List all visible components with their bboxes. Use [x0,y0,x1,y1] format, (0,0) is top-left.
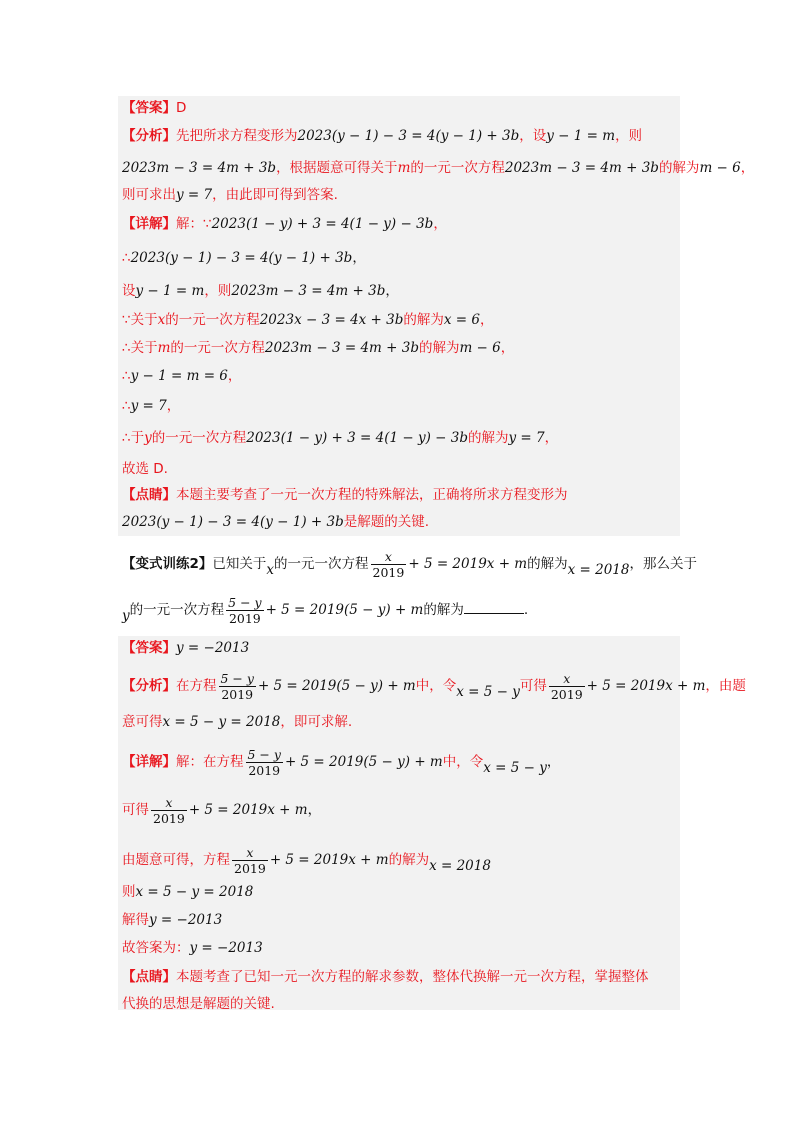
fraction-numerator: x [384,548,392,564]
detail-label: 【详解】 [122,216,176,232]
fraction-denominator: 2019 [234,860,266,876]
detail2-line-1 [122,744,560,786]
question-text: . [523,602,529,618]
equation: m − 6 [459,340,501,356]
fraction [232,845,268,876]
equation: 2023(y − 1) − 3 = 4(y − 1) + 3b [122,514,344,530]
detail-text: ， [433,216,447,232]
detail-line-1 [122,214,447,234]
detail-line-4 [122,310,494,330]
detail2-line-2 [122,792,321,828]
analysis-text: ，根据题意可得关于 [276,160,398,176]
fraction [371,549,407,580]
equation: x = 2018 [567,562,630,578]
detail-text: ， [385,283,399,299]
question-text: 已知关于 [212,556,267,572]
analysis-line-1 [122,126,642,146]
detail-line-9 [122,459,168,479]
answer-blank [464,601,524,614]
analysis-text: 可得 [519,678,547,694]
detail-text: ，则 [204,283,232,299]
detail-text: ， [166,398,181,414]
detail2-line-3 [122,842,491,884]
variable: m [397,160,411,176]
fraction-numerator: x [246,844,254,860]
fraction-numerator: 5 − y [220,670,254,686]
answer-line-2 [122,638,249,658]
fraction-numerator: x [563,670,571,686]
equation: x = 5 − y [483,760,547,776]
detail2-line-6 [122,938,263,958]
variable: x [266,562,275,578]
analysis-text: 中，令 [415,678,457,694]
equation: y − 1 = m [546,128,616,144]
comment-text: 代换的思想是解题的关键. [122,996,275,1012]
analysis-text: 则可求出 [122,187,176,203]
detail-text: ， [500,340,515,356]
question-text: 的解为 [527,556,568,572]
detail2-line-5 [122,910,222,930]
analysis-label: 【分析】 [122,128,176,144]
analysis-text: 先把所求方程变形为 [176,128,298,144]
equation: x = 5 − y = 2018 [135,884,254,900]
question-text: 的解为 [423,602,464,618]
detail-text: ， [544,430,559,446]
detail-label: 【详解】 [122,754,176,770]
equation: 2023(y − 1) − 3 = 4(y − 1) + 3b [130,250,353,266]
fraction [226,595,263,626]
fraction-numerator: x [165,794,173,810]
analysis-label: 【分析】 [122,678,176,694]
equation: + 5 = 2019x + m [269,852,389,868]
equation: 2023x − 3 = 4x + 3b [259,312,404,328]
question-line-2 [122,594,528,632]
fraction [151,795,187,826]
fraction-denominator: 2019 [246,762,283,778]
comment-label: 【点睛】 [122,969,176,985]
equation: y = −2013 [176,640,250,656]
equation: 2023(1 − y) + 3 = 4(1 − y) − 3b [211,216,434,232]
detail-text: 故选 D. [122,461,168,477]
equation: 2023(y − 1) − 3 = 4(y − 1) + 3b [297,128,520,144]
equation: 2023m − 3 = 4m + 3b [504,160,659,176]
detail-line-5 [122,338,514,358]
detail-line-2 [122,248,366,268]
comment-line-1 [122,485,568,505]
analysis-text: ， [740,160,755,176]
equation: y = 7 [508,430,545,446]
detail-text: ， [546,754,561,770]
variable: x [157,312,166,328]
comment2-line-1 [122,967,649,987]
equation: + 5 = 2019x + m [188,802,308,818]
detail-text: ∴关于 [122,340,158,356]
equation: x = 2018 [429,858,491,874]
fraction [219,671,256,702]
question-line-1 [122,548,697,586]
equation: 2023m − 3 = 4m + 3b [231,283,386,299]
detail-text: 的解为 [467,430,509,446]
detail-text: 的解为 [388,852,430,868]
detail-text: 的一元一次方程 [170,340,265,356]
equation: 2023(1 − y) + 3 = 4(1 − y) − 3b [246,430,468,446]
fraction-denominator: 2019 [372,564,405,580]
detail-text: 解得 [122,912,149,928]
detail-text: 故答案为： [122,940,190,956]
detail-text: ∵关于 [122,312,158,328]
detail-text: 解：∵ [176,216,212,232]
detail-line-8 [122,428,558,448]
detail-text: ， [227,368,242,384]
detail-text: 的一元一次方程 [151,430,247,446]
equation: 2023m − 3 = 4m + 3b [122,160,277,176]
equation: + 5 = 2019(5 − y) + m [284,754,443,770]
answer-value: D [176,100,187,116]
detail-line-6 [122,366,241,386]
equation: + 5 = 2019x + m [408,556,528,572]
equation: m − 6 [699,160,741,176]
fraction-numerator: 5 − y [228,594,262,610]
equation: x = 5 − y [456,684,520,700]
comment-text: 本题考查了已知一元一次方程的解求参数，整体代换解一元一次方程，掌握整体 [176,969,649,985]
analysis2-line-2 [122,712,352,732]
comment2-line-2 [122,994,275,1014]
variable: y [122,608,130,624]
detail-line-3 [122,281,399,301]
comment-text: 是解题的关键. [343,514,430,530]
answer-line-1 [122,98,186,118]
equation: + 5 = 2019x + m [586,678,706,694]
detail-text: 则 [122,884,136,900]
analysis2-line-1 [122,668,746,710]
analysis-text: 的一元一次方程 [410,160,505,176]
detail-text: 由题意可得，方程 [122,852,230,868]
detail-text: 的一元一次方程 [165,312,260,328]
analysis-text: ，即可求解. [280,714,353,730]
analysis-text: ，则 [615,128,643,144]
detail2-line-4 [122,882,253,902]
analysis-line-3 [122,185,338,205]
equation: y = −2013 [149,912,223,928]
detail-text: ， [352,250,366,266]
equation: y − 1 = m [135,283,205,299]
fraction [549,671,585,702]
therefore-symbol: ∴ [122,398,131,414]
detail-text: ∴于 [122,430,145,446]
equation: + 5 = 2019(5 − y) + m [265,602,424,618]
fraction [246,747,283,778]
variable: y [144,430,152,446]
analysis-text: ，设 [519,128,547,144]
detail-text: 的解为 [403,312,444,328]
variable: m [157,340,171,356]
analysis-text: 的解为 [658,160,700,176]
detail-text: 设 [122,283,136,299]
comment-label: 【点睛】 [122,487,176,503]
equation: + 5 = 2019(5 − y) + m [257,678,416,694]
detail-text: 可得 [122,802,149,818]
detail-text: ， [307,802,322,818]
analysis-text: ，由此即可得到答案. [212,187,338,203]
comment-text: 本题主要考查了一元一次方程的特殊解法，正确将所求方程变形为 [176,487,568,503]
equation: y − 1 = m = 6 [130,368,228,384]
equation: x = 5 − y = 2018 [162,714,281,730]
equation: y = −2013 [189,940,263,956]
fraction-numerator: 5 − y [247,746,281,762]
detail-text: 中，令 [442,754,484,770]
question-text: 的一元一次方程 [129,602,225,618]
analysis-text: 意可得 [122,714,163,730]
answer-label: 【答案】 [122,100,176,116]
therefore-symbol: ∴ [122,368,131,384]
fraction-denominator: 2019 [219,686,256,702]
fraction-denominator: 2019 [550,686,583,702]
equation: 2023m − 3 = 4m + 3b [264,340,419,356]
comment-line-2 [122,512,429,532]
detail-text: ， [480,312,494,328]
equation: x = 6 [443,312,481,328]
section-title: 【变式训练2】 [122,556,213,572]
equation: y = 7 [176,187,213,203]
answer-label: 【答案】 [122,640,176,656]
fraction-denominator: 2019 [226,610,263,626]
question-text: 的一元一次方程 [274,556,369,572]
therefore-symbol: ∴ [122,250,131,266]
detail-text: 解：在方程 [176,754,244,770]
equation: y = 7 [130,398,167,414]
analysis-text: 在方程 [176,678,217,694]
fraction-denominator: 2019 [153,810,185,826]
detail-text: 的解为 [418,340,460,356]
question-text: ，那么关于 [629,556,697,572]
analysis-line-2 [122,158,754,178]
analysis-text: ，由题 [705,678,746,694]
detail-line-7 [122,396,180,416]
